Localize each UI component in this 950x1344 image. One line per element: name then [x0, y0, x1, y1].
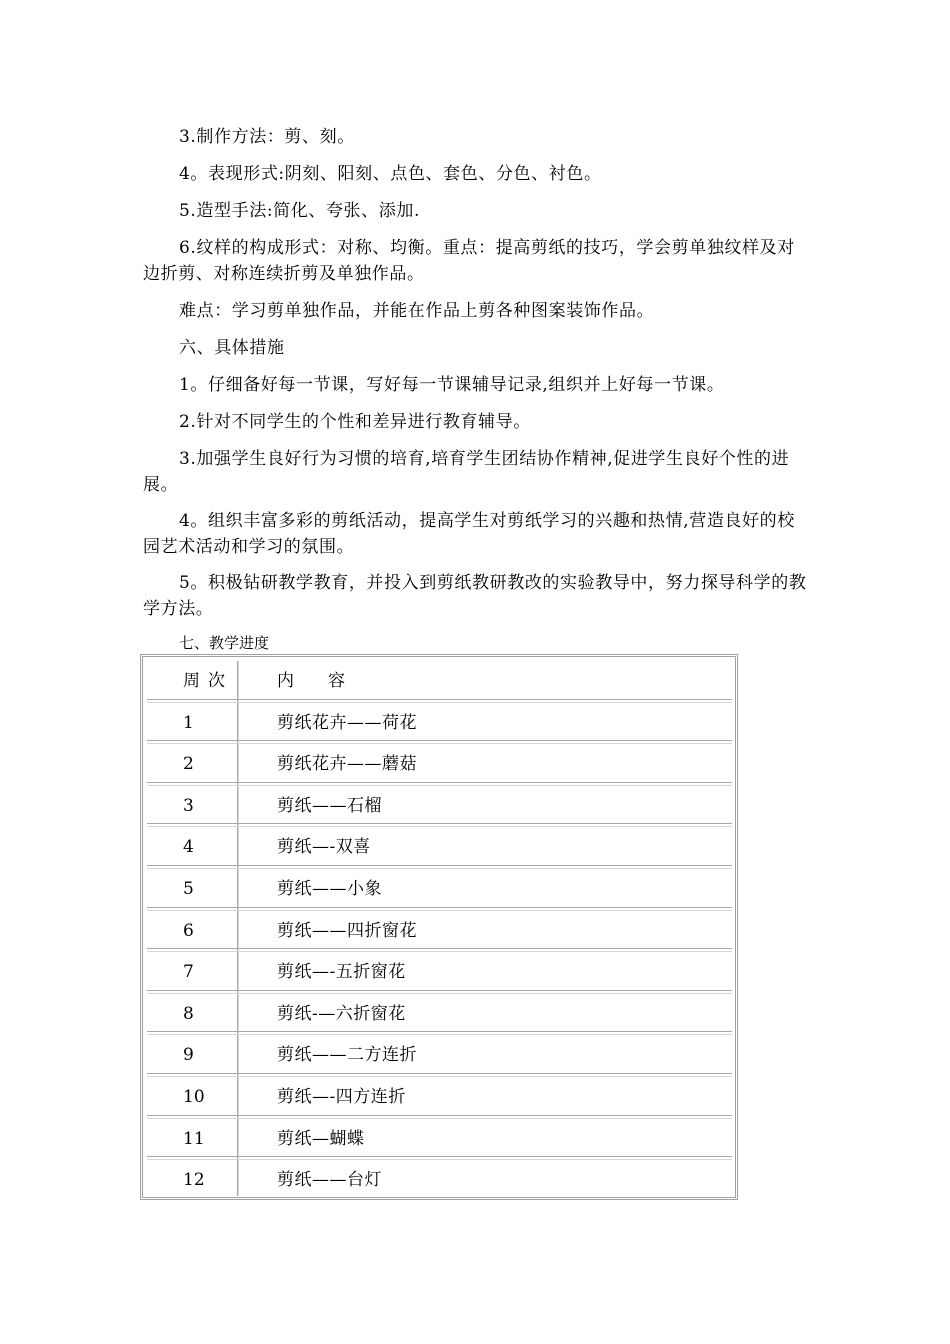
schedule-table — [140, 654, 738, 1200]
table-row — [147, 1160, 732, 1202]
paragraph-expression-forms: 4。表现形式:阴刻、阳刻、点色、套色、分色、衬色。 — [179, 164, 602, 184]
table-row — [147, 1119, 732, 1161]
cell-week: 12 — [183, 1170, 205, 1191]
header-week: 周次 — [183, 671, 233, 691]
paragraph-measure-1: 1。仔细备好每一节课，写好每一节课辅导记录,组织并上好每一节课。 — [179, 375, 725, 395]
cell-week: 3 — [183, 795, 194, 816]
section-heading-schedule: 七、教学进度 — [179, 634, 270, 652]
cell-week: 4 — [183, 837, 194, 858]
cell-content: 剪纸花卉——蘑菇 — [277, 754, 417, 775]
table-row — [147, 744, 732, 786]
table-row — [147, 703, 732, 745]
cell-content: 剪纸—-四方连折 — [277, 1086, 406, 1107]
cell-content: 剪纸-—六折窗花 — [277, 1003, 406, 1024]
cell-content: 剪纸花卉——荷花 — [277, 712, 417, 733]
section-heading-measures: 六、具体措施 — [179, 338, 285, 358]
table-row — [147, 869, 732, 911]
paragraph-making-method: 3.制作方法：剪、刻。 — [179, 127, 355, 147]
cell-week: 1 — [183, 712, 194, 733]
cell-week: 8 — [183, 1003, 194, 1024]
paragraph-difficulty: 难点：学习剪单独作品，并能在作品上剪各种图案装饰作品。 — [179, 301, 655, 321]
cell-week: 9 — [183, 1045, 194, 1066]
table-row — [147, 911, 732, 953]
table-row — [147, 952, 732, 994]
paragraph-measure-4: 4。组织丰富多彩的剪纸活动，提高学生对剪纸学习的兴趣和热情,营造良好的校园艺术活动和学习的氛围。 — [143, 511, 795, 557]
cell-content: 剪纸——小象 — [277, 878, 382, 899]
paragraph-measure-5: 5。积极钻研教学教育，并投入到剪纸教研教改的实验教导中，努力探导科学的教学方法。 — [143, 573, 807, 619]
paragraph-pattern-forms: 6.纹样的构成形式：对称、均衡。重点：提高剪纸的技巧，学会剪单独纹样及对边折剪、对称连续折剪及单独作品。 — [143, 238, 795, 284]
cell-week: 7 — [183, 962, 194, 983]
paragraph-measure-2: 2.针对不同学生的个性和差异进行教育辅导。 — [179, 412, 531, 432]
cell-content: 剪纸—-五折窗花 — [277, 962, 406, 983]
table-row — [147, 1035, 732, 1077]
cell-content: 剪纸——四折窗花 — [277, 920, 417, 941]
table-row — [147, 827, 732, 869]
cell-week: 2 — [183, 754, 194, 775]
paragraph-modeling-methods: 5.造型手法:简化、夸张、添加. — [179, 201, 420, 221]
table-header-row — [147, 661, 732, 703]
table-row — [147, 786, 732, 828]
header-content: 内 容 — [277, 671, 345, 691]
cell-content: 剪纸——二方连折 — [277, 1045, 417, 1066]
cell-week: 6 — [183, 920, 194, 941]
schedule-table-body — [147, 661, 732, 1202]
cell-content: 剪纸——台灯 — [277, 1170, 382, 1191]
cell-content: 剪纸—蝴蝶 — [277, 1128, 365, 1149]
table-row — [147, 1077, 732, 1119]
paragraph-measure-3: 3.加强学生良好行为习惯的培育,培育学生团结协作精神,促进学生良好个性的进展。 — [143, 449, 790, 495]
cell-week: 10 — [183, 1086, 205, 1107]
table-row — [147, 994, 732, 1036]
cell-content: 剪纸—-双喜 — [277, 837, 371, 858]
cell-week: 11 — [183, 1128, 205, 1149]
cell-week: 5 — [183, 878, 194, 899]
cell-content: 剪纸——石榴 — [277, 795, 382, 816]
